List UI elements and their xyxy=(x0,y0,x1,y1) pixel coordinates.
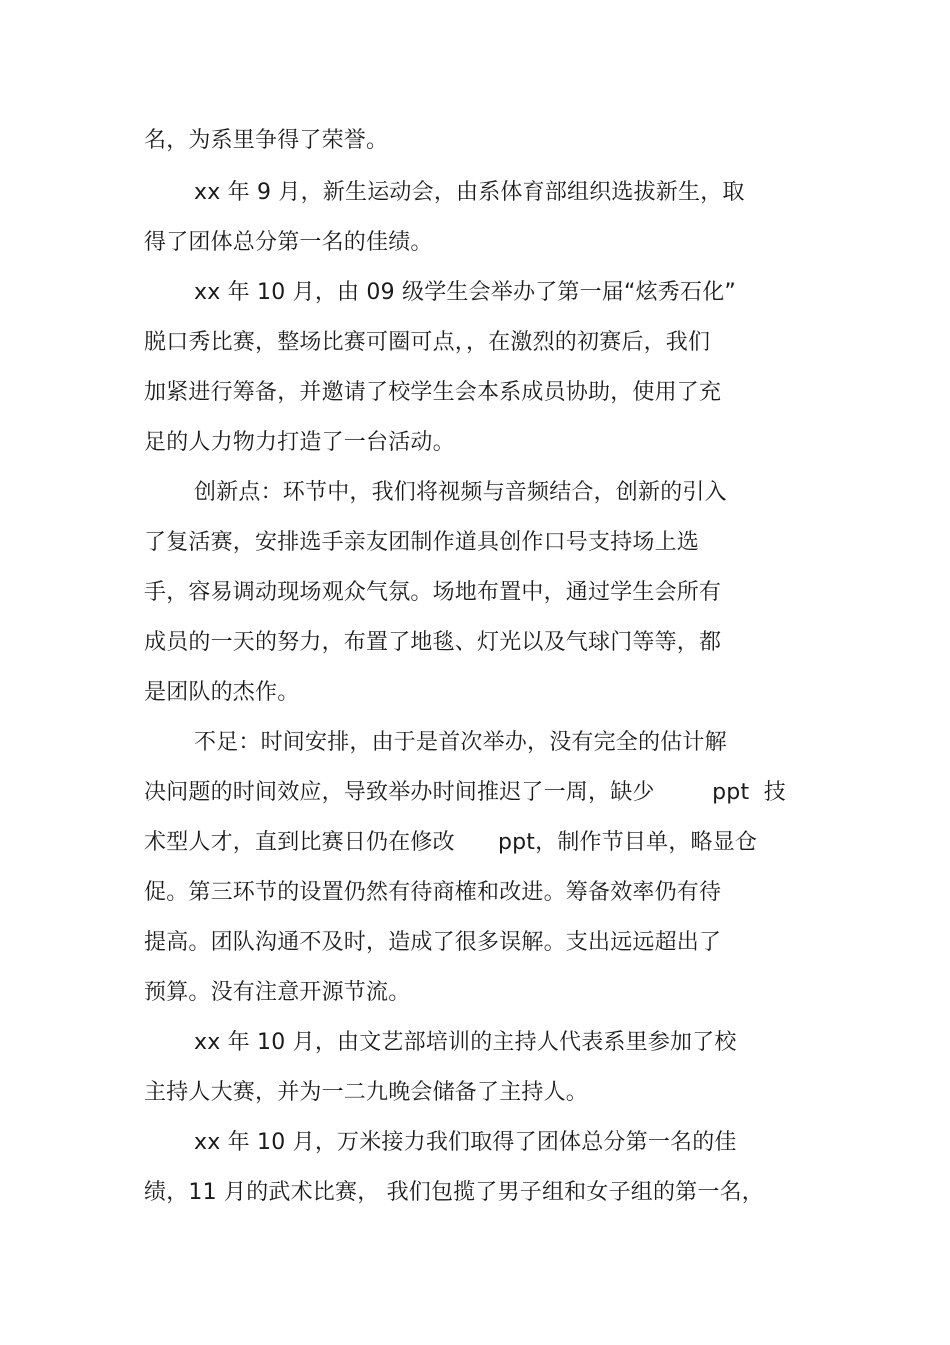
text-line: 脱口秀比赛，整场比赛可圈可点，，在激烈的初赛后，我们 xyxy=(144,330,711,355)
text-line: xx 年 10 月，由文艺部培训的主持人代表系里参加了校 xyxy=(194,1030,737,1055)
text-line: 得了团体总分第一名的佳绩。 xyxy=(144,230,433,255)
text-line: 名，为系里争得了荣誉。 xyxy=(144,128,389,153)
text-line: 绩，11 月的武术比赛， 我们包揽了男子组和女子组的第一名， xyxy=(144,1180,764,1205)
text-line: 预算。没有注意开源节流。 xyxy=(144,980,411,1005)
text-line: 了复活赛，安排选手亲友团制作道具创作口号支持场上选 xyxy=(144,530,700,555)
text-line: 手，容易调动现场观众气氛。场地布置中，通过学生会所有 xyxy=(144,580,722,605)
text-line: 促。第三环节的设置仍然有待商榷和改进。筹备效率仍有待 xyxy=(144,880,722,905)
text-line: xx 年 10 月，万米接力我们取得了团体总分第一名的佳 xyxy=(194,1130,737,1155)
text-line: 创新点：环节中，我们将视频与音频结合，创新的引入 xyxy=(194,480,727,505)
text-line: 提高。团队沟通不及时，造成了很多误解。支出远远超出了 xyxy=(144,930,722,955)
text-line: 是团队的杰作。 xyxy=(144,680,300,705)
text-line: 决问题的时间效应，导致举办时间推迟了一周，缺少 ppt 技 xyxy=(144,780,786,805)
text-line: 术型人才，直到比赛日仍在修改 ppt，制作节目单，略显仓 xyxy=(144,830,758,855)
text-line: 主持人大赛，并为一二九晚会储备了主持人。 xyxy=(144,1080,589,1105)
text-line: xx 年 10 月，由 09 级学生会举办了第一届“炫秀石化” xyxy=(194,280,736,305)
text-line: xx 年 9 月，新生运动会，由系体育部组织选拔新生，取 xyxy=(194,180,745,205)
text-line: 足的人力物力打造了一台活动。 xyxy=(144,430,455,455)
text-line: 成员的一天的努力，布置了地毯、灯光以及气球门等等，都 xyxy=(144,630,722,655)
text-line: 加紧进行筹备，并邀请了校学生会本系成员协助，使用了充 xyxy=(144,380,722,405)
text-line: 不足：时间安排，由于是首次举办，没有完全的估计解 xyxy=(194,730,727,755)
